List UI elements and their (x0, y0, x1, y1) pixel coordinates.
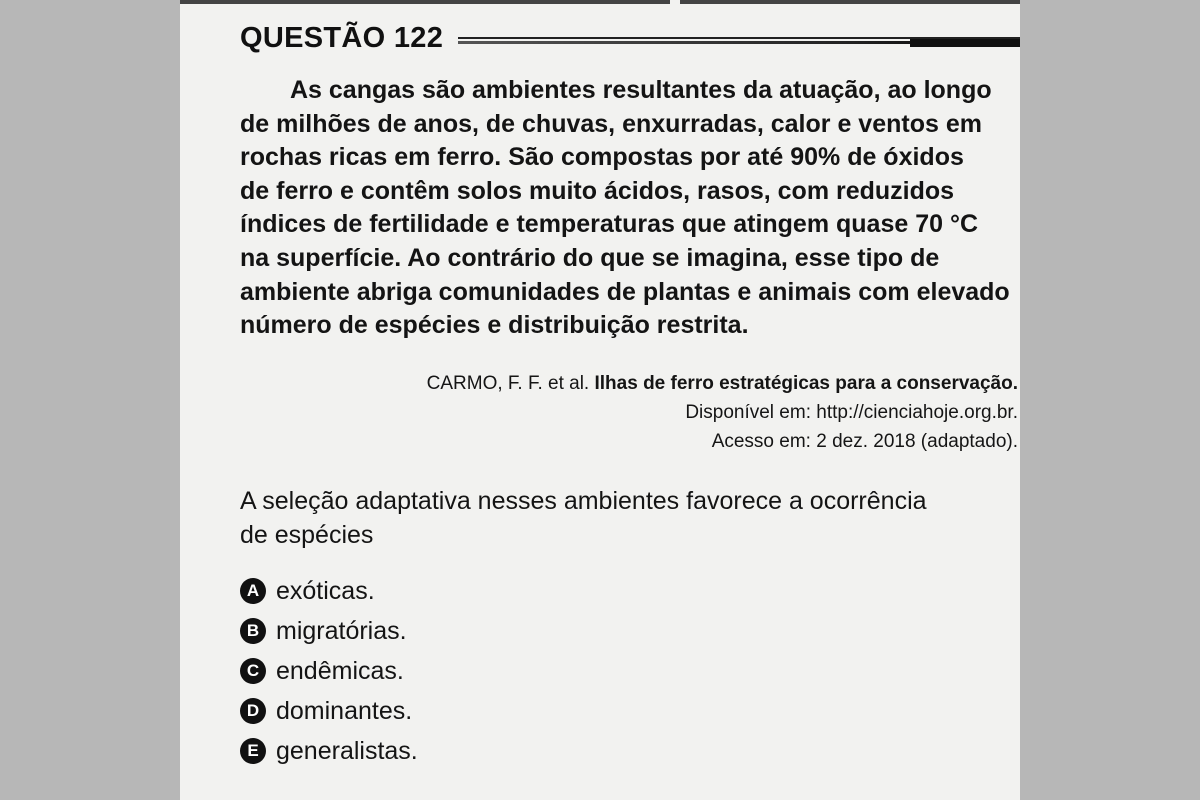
passage-line: rochas ricas em ferro. São compostas por até 90% de óxidos (240, 143, 964, 172)
option-b[interactable] (240, 611, 418, 651)
answer-options (240, 571, 418, 771)
citation-access: Acesso em: 2 dez. 2018 (adaptado). (711, 431, 1018, 452)
option-letter-badge: B (240, 618, 266, 644)
exam-page (180, 0, 1020, 800)
question-line: A seleção adaptativa nesses ambientes favorece a ocorrência (240, 487, 927, 515)
option-text: exóticas. (276, 576, 375, 605)
passage-text (240, 74, 1020, 343)
option-text: dominantes. (276, 696, 413, 725)
passage-line: na superfície. Ao contrário do que se imagina, esse tipo de (240, 243, 940, 272)
passage-line: de milhões de anos, de chuvas, enxurradas, calor e ventos em (240, 109, 982, 138)
header-rule (458, 37, 1020, 46)
question-line: de espécies (240, 521, 374, 549)
option-a[interactable] (240, 571, 418, 611)
top-rule (180, 0, 1020, 4)
passage-line: índices de fertilidade e temperaturas que atingem quase 70 °C (240, 210, 979, 239)
citation-available: Disponível em: http://cienciahoje.org.br. (685, 402, 1018, 423)
option-text: generalistas. (276, 736, 418, 765)
passage-line: ambiente abriga comunidades de plantas e animais com elevado (240, 277, 1010, 306)
source-citation (427, 369, 1018, 456)
citation-line-1 (427, 369, 1018, 398)
option-c[interactable] (240, 651, 418, 691)
passage-line: As cangas são ambientes resultantes da atuação, ao longo (290, 76, 992, 104)
option-letter-badge: E (240, 738, 266, 764)
question-header (240, 22, 1020, 62)
question-title: QUESTÃO 122 (240, 22, 444, 54)
option-letter-badge: C (240, 658, 266, 684)
option-e[interactable] (240, 731, 418, 771)
question-stem (240, 484, 1020, 552)
passage-line: número de espécies e distribuição restrita. (240, 311, 749, 340)
citation-authors: CARMO, F. F. et al. (426, 373, 595, 394)
passage-line: de ferro e contêm solos muito ácidos, rasos, com reduzidos (240, 176, 955, 205)
citation-work: Ilhas de ferro estratégicas para a conservação. (594, 373, 1018, 394)
option-letter-badge: D (240, 698, 266, 724)
option-letter-badge: A (240, 578, 266, 604)
option-text: migratórias. (276, 616, 407, 645)
option-text: endêmicas. (276, 656, 404, 685)
option-d[interactable] (240, 691, 418, 731)
